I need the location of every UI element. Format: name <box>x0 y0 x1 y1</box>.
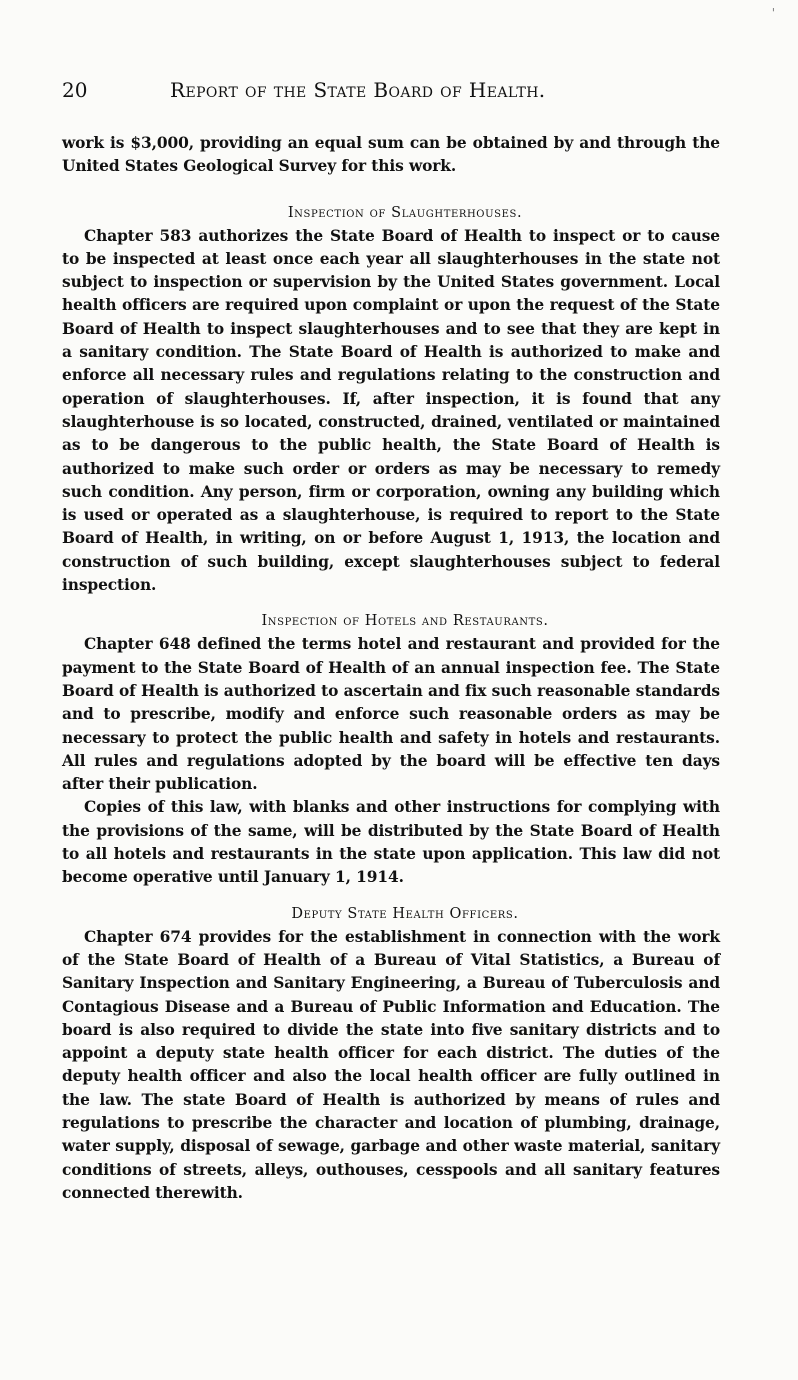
page <box>62 78 720 1205</box>
intro-paragraph: work is $3,000, providing an equal sum can be obtained by and through the United States Geological Survey for this work. <box>62 134 720 176</box>
section-title-deputy-officers: Deputy State Health Officers. <box>291 905 519 922</box>
section-title-slaughterhouses: Inspection of Slaughterhouses. <box>287 204 523 221</box>
section-paragraph-deputy-officers: Chapter 674 provides for the establishment in connection with the work of the State Board of Health of a Bureau of Vital Statistics, a Bureau of Sanitary Inspection and Sanitary Engineering, a Bureau of Tuberculosis and Contagious Disease and a Bureau of Public Information and Education. The board is also required to divide the state into five sanitary districts and to appoint a deputy state health officer for each district. The duties of the deputy health officer and also the local health officer are fully outlined in the law. The state Board of Health is authorized by means of rules and regulations to prescribe the character and location of plumbing, drainage, water supply, disposal of sewage, garbage and other waste material, sanitary conditions of streets, alleys, outhouses, cesspools and all sanitary features connected therewith. <box>62 927 720 1202</box>
section-paragraph-slaughterhouses: Chapter 583 authorizes the State Board of Health to inspect or to cause to be inspected at least once each year all slaughterhouses in the state not subject to inspection or supervision by the United States government. Local health officers are required upon complaint or upon the request of the State Board of Health to inspect slaughterhouses and to see that they are kept in a sanitary condition. The State Board of Health is authorized to make and enforce all necessary rules and regulations relating to the construction and operation of slaughterhouses. If, after inspection, it is found that any slaughterhouse is so located, constructed, drained, ventilated or maintained as to be dangerous to the public health, the State Board of Health is authorized to make such order or orders as may be necessary to remedy such condition. Any person, firm or corporation, owning any building which is used or operated as a slaughterhouse, is required to report to the State Board of Health, in writing, on or before August 1, 1913, the location and construction of such building, except slaughterhouses subject to federal inspection. <box>62 226 720 595</box>
section-title-hotels: Inspection of Hotels and Restaurants. <box>261 613 549 630</box>
running-head <box>62 78 720 114</box>
section-paragraph-hotels-1: Chapter 648 defined the terms hotel and restaurant and provided for the payment to the State Board of Health of an annual inspection fee. The State Board of Health is authorized to ascertain and fix such reasonable standards and to prescribe, modify and enforce such reasonable orders as may be necessary to protect the public health and safety in hotels and restaurants. All rules and regulations adopted by the board will be effective ten days after their publication. <box>62 635 720 794</box>
corner-mark: ' <box>771 6 776 20</box>
section-paragraph-hotels-2: Copies of this law, with blanks and other instructions for complying with the provisions of the same, will be distributed by the State Board of Health to all hotels and restaurants in the state upon application. This law did not become operative until January 1, 1914. <box>62 798 720 887</box>
page-number: 20 <box>62 78 88 102</box>
running-title: Report of the State Board of Health. <box>170 78 546 102</box>
